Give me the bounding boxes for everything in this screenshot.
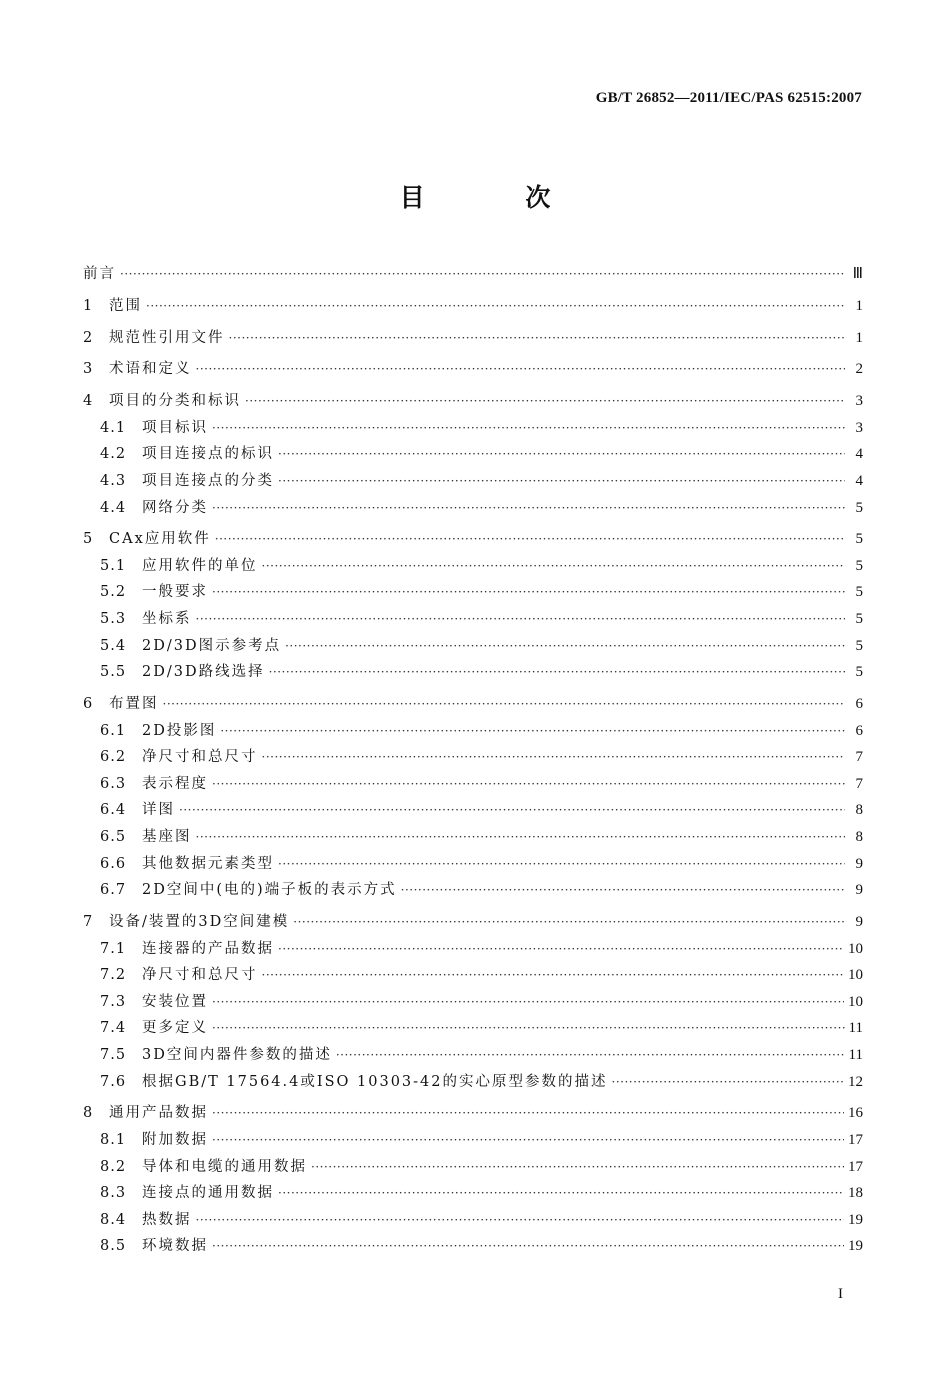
toc-entry-label: 基座图 <box>142 829 192 845</box>
toc-entry-number: 3 <box>83 361 93 378</box>
toc-entry-number: 8.2 <box>100 1158 127 1175</box>
toc-entry-label: 根据GB/T 17564.4或ISO 10303-42的实心原型参数的描述 <box>142 1073 608 1090</box>
toc-leader-dots <box>212 495 845 522</box>
toc-leader-dots <box>612 1069 845 1096</box>
toc-entry[interactable] <box>83 1180 863 1207</box>
toc-entry[interactable] <box>83 1069 863 1096</box>
toc-entry-label: 导体和电缆的通用数据 <box>142 1158 307 1175</box>
toc-entry[interactable] <box>83 797 863 824</box>
toc-entry[interactable] <box>83 1207 863 1234</box>
toc-entry[interactable] <box>83 553 863 580</box>
toc-entry-number: 2 <box>83 329 93 346</box>
toc-entry[interactable] <box>83 1100 863 1127</box>
toc-entry[interactable] <box>83 293 863 320</box>
toc-entry[interactable] <box>83 771 863 798</box>
toc-entry-number: 6.6 <box>100 855 127 872</box>
toc-entry[interactable] <box>83 495 863 522</box>
toc-entry-label: 前言 <box>83 266 116 282</box>
toc-leader-dots <box>311 1154 844 1181</box>
toc-entry-page: 5 <box>855 531 863 548</box>
toc-entry-label: 热数据 <box>142 1211 192 1228</box>
toc-entry-page: 9 <box>855 913 863 930</box>
toc-leader-dots <box>278 441 845 468</box>
toc-entry-page: 5 <box>855 664 863 681</box>
table-of-contents <box>83 261 863 1260</box>
page-title: 目 次 <box>399 183 597 212</box>
toc-entry-label: 连接点的通用数据 <box>142 1185 274 1202</box>
toc-entry[interactable] <box>83 659 863 686</box>
toc-leader-dots <box>212 989 844 1016</box>
toc-entry[interactable] <box>83 1233 863 1260</box>
toc-entry-number: 8.1 <box>100 1131 127 1148</box>
toc-entry-number: 5.4 <box>100 637 127 654</box>
toc-leader-dots <box>146 293 845 320</box>
toc-entry-label: 范围 <box>109 297 142 314</box>
toc-entry-number: 5.1 <box>100 557 127 574</box>
toc-leader-dots <box>285 633 845 660</box>
toc-entry-label: 连接器的产品数据 <box>142 940 274 957</box>
toc-entry-label: 表示程度 <box>142 775 208 792</box>
toc-entry-page: 10 <box>848 940 863 957</box>
toc-entry[interactable] <box>83 718 863 745</box>
toc-entry-label: 净尺寸和总尺寸 <box>142 967 258 984</box>
toc-entry-label: 坐标系 <box>142 611 192 628</box>
toc-entry[interactable] <box>83 441 863 468</box>
toc-entry[interactable] <box>83 415 863 442</box>
toc-entry-number: 4.2 <box>100 446 127 463</box>
toc-entry-number: 6 <box>83 696 93 713</box>
toc-entry-label: 项目连接点的分类 <box>142 472 274 489</box>
toc-entry[interactable] <box>83 325 863 352</box>
toc-entry[interactable] <box>83 989 863 1016</box>
toc-entry-page: 3 <box>855 393 863 410</box>
toc-entry-page: 17 <box>848 1131 863 1148</box>
toc-entry[interactable] <box>83 606 863 633</box>
toc-leader-dots <box>278 1180 844 1207</box>
toc-leader-dots <box>212 415 845 442</box>
toc-entry-number: 8.4 <box>100 1211 127 1228</box>
toc-entry-label: 网络分类 <box>142 499 208 516</box>
toc-entry[interactable] <box>83 851 863 878</box>
toc-entry-page: 18 <box>848 1185 863 1202</box>
toc-entry[interactable] <box>83 526 863 553</box>
toc-entry-label: 设备/装置的3D空间建模 <box>109 913 290 930</box>
toc-leader-dots <box>212 771 845 798</box>
toc-entry-label: CAx应用软件 <box>109 531 211 548</box>
toc-entry-page: 4 <box>855 472 863 489</box>
toc-entry[interactable] <box>83 1154 863 1181</box>
toc-entry-page: 5 <box>855 584 863 601</box>
toc-entry-number: 5.2 <box>100 584 127 601</box>
toc-entry-label: 通用产品数据 <box>109 1105 208 1122</box>
toc-entry-number: 4.3 <box>100 472 127 489</box>
toc-entry[interactable] <box>83 909 863 936</box>
toc-entry-number: 7.6 <box>100 1073 127 1090</box>
toc-entry-page: 9 <box>855 882 863 899</box>
toc-entry-page: 7 <box>855 749 863 766</box>
toc-entry-number: 8.5 <box>100 1238 127 1255</box>
toc-entry-label: 项目标识 <box>142 419 208 436</box>
page-number: I <box>838 1286 843 1302</box>
toc-entry-page: 10 <box>848 967 863 984</box>
toc-entry-page: 5 <box>855 611 863 628</box>
toc-entry[interactable] <box>83 936 863 963</box>
toc-leader-dots <box>245 388 845 415</box>
toc-entry-number: 7.5 <box>100 1046 127 1063</box>
toc-entry[interactable] <box>83 356 863 383</box>
toc-entry[interactable] <box>83 877 863 904</box>
toc-entry-number: 7.1 <box>100 940 127 957</box>
toc-leader-dots <box>278 851 845 878</box>
toc-entry[interactable] <box>83 1127 863 1154</box>
toc-entry-page: 19 <box>848 1238 863 1255</box>
toc-entry[interactable] <box>83 261 863 288</box>
toc-entry-label: 其他数据元素类型 <box>142 855 274 872</box>
toc-entry-page: 6 <box>855 696 863 713</box>
toc-entry-number: 4.1 <box>100 419 127 436</box>
toc-entry-number: 7.2 <box>100 967 127 984</box>
toc-leader-dots <box>262 962 845 989</box>
toc-entry-number: 7.3 <box>100 993 127 1010</box>
toc-leader-dots <box>336 1042 845 1069</box>
toc-entry-label: 项目连接点的标识 <box>142 446 274 463</box>
toc-leader-dots <box>163 691 846 718</box>
toc-leader-dots <box>269 659 845 686</box>
toc-entry-label: 术语和定义 <box>109 361 192 378</box>
toc-entry-page: 7 <box>855 775 863 792</box>
toc-entry-label: 2D/3D图示参考点 <box>142 637 282 654</box>
toc-leader-dots <box>278 936 844 963</box>
toc-entry[interactable] <box>83 1042 863 1069</box>
toc-entry-number: 8.3 <box>100 1185 127 1202</box>
toc-entry-page: 1 <box>855 297 863 314</box>
toc-entry-number: 5.5 <box>100 664 127 681</box>
standard-code: GB/T 26852—2011/IEC/PAS 62515:2007 <box>595 90 862 106</box>
toc-entry[interactable] <box>83 744 863 771</box>
toc-entry-label: 2D投影图 <box>142 722 217 739</box>
toc-leader-dots <box>212 1100 844 1127</box>
toc-entry-page: 5 <box>855 637 863 654</box>
toc-leader-dots <box>196 1207 845 1234</box>
toc-entry-page: 17 <box>848 1158 863 1175</box>
toc-entry-page: 10 <box>848 993 863 1010</box>
toc-leader-dots <box>120 261 845 288</box>
toc-leader-dots <box>229 325 846 352</box>
toc-leader-dots <box>262 744 846 771</box>
toc-leader-dots <box>212 1233 844 1260</box>
toc-entry-page: 5 <box>855 499 863 516</box>
toc-entry-number: 6.2 <box>100 749 127 766</box>
toc-entry-label: 应用软件的单位 <box>142 557 258 574</box>
toc-entry-number: 5.3 <box>100 611 127 628</box>
toc-entry-number: 4 <box>83 393 93 410</box>
toc-entry-number: 6.5 <box>100 829 127 845</box>
toc-entry-page: 16 <box>848 1105 863 1122</box>
toc-entry-label: 2D/3D路线选择 <box>142 664 265 681</box>
toc-leader-dots <box>262 553 846 580</box>
toc-leader-dots <box>215 526 845 553</box>
toc-leader-dots <box>212 579 845 606</box>
toc-entry-page: 3 <box>855 419 863 436</box>
toc-entry-label: 环境数据 <box>142 1238 208 1255</box>
toc-entry-page: 6 <box>855 722 863 739</box>
toc-leader-dots <box>212 1127 844 1154</box>
toc-entry[interactable] <box>83 579 863 606</box>
toc-entry-label: 一般要求 <box>142 584 208 601</box>
toc-entry-label: 净尺寸和总尺寸 <box>142 749 258 766</box>
toc-entry-label: 项目的分类和标识 <box>109 393 241 410</box>
toc-leader-dots <box>196 356 846 383</box>
toc-entry-page: 8 <box>855 829 863 845</box>
toc-leader-dots <box>278 468 845 495</box>
toc-entry-number: 8 <box>83 1105 93 1122</box>
toc-entry-number: 6.4 <box>100 802 127 819</box>
toc-entry-label: 规范性引用文件 <box>109 329 225 346</box>
toc-entry-page: 2 <box>855 361 863 378</box>
toc-leader-dots <box>212 1015 845 1042</box>
toc-leader-dots <box>196 824 846 851</box>
toc-entry-label: 3D空间内器件参数的描述 <box>142 1046 332 1063</box>
toc-entry-page: 11 <box>848 1046 863 1063</box>
toc-entry-label: 安装位置 <box>142 993 208 1010</box>
toc-entry[interactable] <box>83 691 863 718</box>
toc-leader-dots <box>220 718 845 745</box>
toc-leader-dots <box>293 909 845 936</box>
toc-entry-number: 5 <box>83 531 93 548</box>
toc-entry[interactable] <box>83 468 863 495</box>
toc-leader-dots <box>196 606 846 633</box>
toc-entry-page: 8 <box>855 802 863 819</box>
toc-entry-number: 7 <box>83 913 93 930</box>
toc-leader-dots <box>179 797 845 824</box>
toc-leader-dots <box>401 877 845 904</box>
toc-entry-page: 4 <box>855 446 863 463</box>
toc-entry[interactable] <box>83 388 863 415</box>
toc-entry[interactable] <box>83 633 863 660</box>
toc-entry-number: 6.1 <box>100 722 127 739</box>
toc-entry-label: 附加数据 <box>142 1131 208 1148</box>
toc-entry-number: 1 <box>83 297 93 314</box>
toc-entry[interactable] <box>83 962 863 989</box>
toc-entry-page: 12 <box>848 1073 863 1090</box>
toc-entry-page: 19 <box>848 1211 863 1228</box>
toc-entry-number: 7.4 <box>100 1020 127 1037</box>
toc-entry-label: 更多定义 <box>142 1020 208 1037</box>
toc-entry-label: 布置图 <box>109 696 159 713</box>
toc-entry-page: 1 <box>855 329 863 346</box>
toc-entry-number: 6.3 <box>100 775 127 792</box>
toc-entry[interactable] <box>83 824 863 851</box>
toc-entry-page: 5 <box>855 557 863 574</box>
toc-entry[interactable] <box>83 1015 863 1042</box>
toc-entry-page: Ⅲ <box>852 266 863 282</box>
toc-entry-number: 6.7 <box>100 882 127 899</box>
toc-entry-label: 2D空间中(电的)端子板的表示方式 <box>142 882 397 899</box>
toc-entry-page: 9 <box>855 855 863 872</box>
toc-entry-number: 4.4 <box>100 499 127 516</box>
toc-entry-label: 详图 <box>142 802 175 819</box>
toc-entry-page: 11 <box>848 1020 863 1037</box>
